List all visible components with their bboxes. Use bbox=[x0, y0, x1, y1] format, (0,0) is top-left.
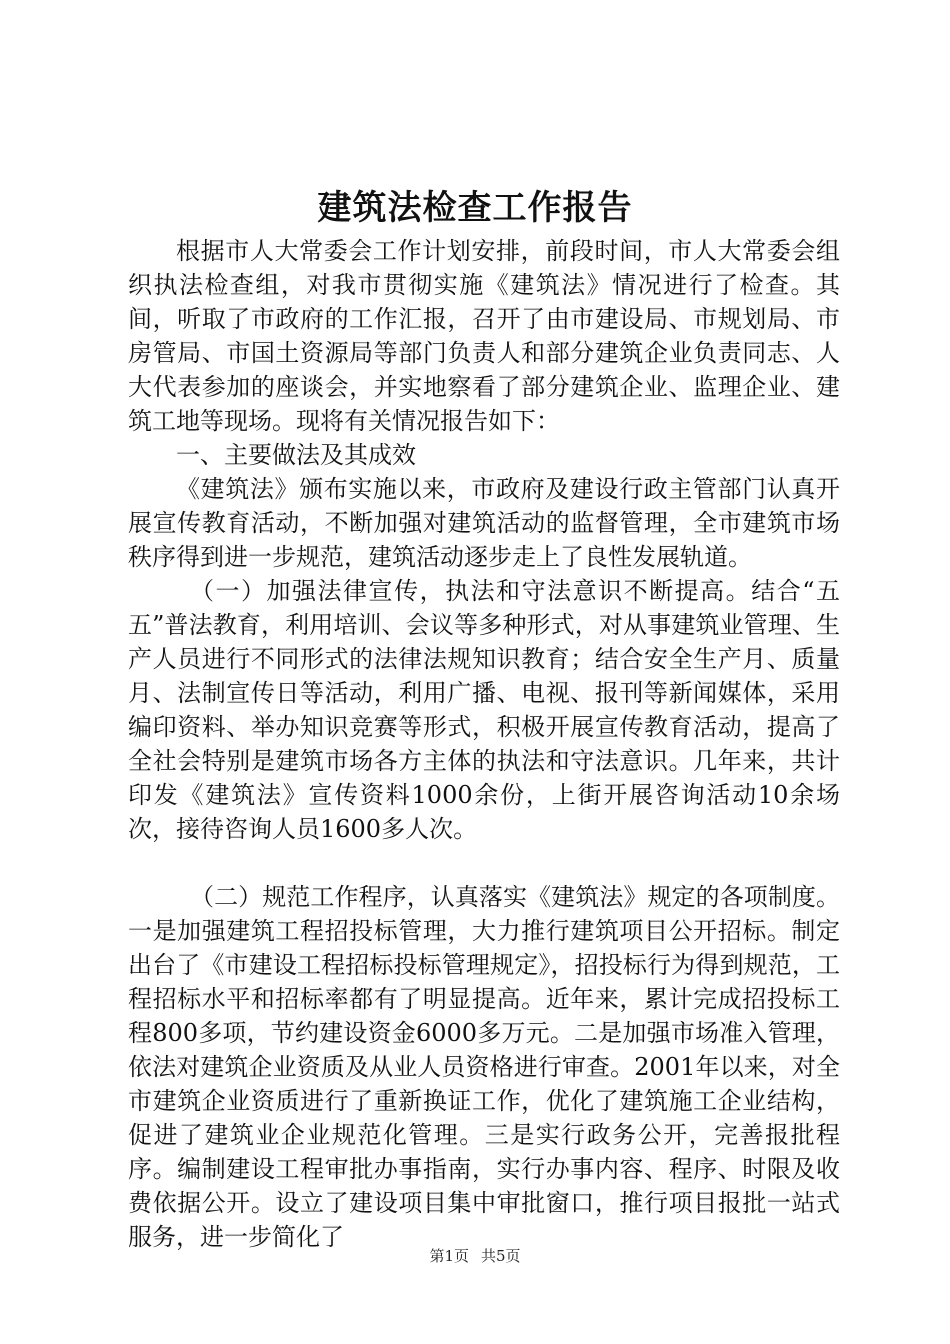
page-number: 第1页 bbox=[429, 1247, 469, 1265]
intro-paragraph: 根据市人大常委会工作计划安排，前段时间，市人大常委会组织执法检查组，对我市贯彻实施《建筑法》情况进行了检查。其间，听取了市政府的工作汇报，召开了由市建设局、市规划局、市房管局、市国土资源局等部门负责人和部分建筑企业负责同志、人大代表参加的座谈会，并实地察看了部分建筑企业、监理企业、建筑工地等现场。现将有关情况报告如下： bbox=[128, 237, 840, 435]
document-title: 建筑法检查工作报告 bbox=[317, 188, 633, 228]
subsection-2-paragraph: （二）规范工作程序，认真落实《建筑法》规定的各项制度。一是加强建筑工程招投标管理，大力推行建筑项目公开招标。制定出台了《市建设工程招标投标管理规定》，招投标行为得到规范，工程招标水平和招标率都有了明显提高。近年来，累计完成招投标工程800多项，节约建设资金6000多万元。二是加强市场准入管理，依法对建筑企业资质及从业人员资格进行审查。2001年以来，对全市建筑企业资质进行了重新换证工作，优化了建筑施工企业结构，促进了建筑业企业规范化管理。三是实行政务公开，完善报批程序。编制建设工程审批办事指南，实行办事内容、程序、时限及收费依据公开。设立了建设项目集中审批窗口，推行项目报批一站式服务，进一步简化了 bbox=[128, 883, 840, 1251]
section-heading: 一、主要做法及其成效 bbox=[176, 441, 416, 469]
page-footer bbox=[0, 1246, 950, 1266]
page-total: 共5页 bbox=[481, 1247, 521, 1265]
document-body bbox=[128, 234, 840, 1254]
subsection-1-paragraph: （一）加强法律宣传，执法和守法意识不断提高。结合“五五”普法教育，利用培训、会议等多种形式，对从事建筑业管理、生产人员进行不同形式的法律法规知识教育；结合安全生产月、质量月、法制宣传日等活动，利用广播、电视、报刊等新闻媒体，采用编印资料、举办知识竞赛等形式，积极开展宣传教育活动，提高了全社会特别是建筑市场各方主体的执法和守法意识。几年来，共计印发《建筑法》宣传资料1000余份，上街开展咨询活动10余场次，接待咨询人员1600多人次。 bbox=[128, 577, 840, 843]
overview-paragraph: 《建筑法》颁布实施以来，市政府及建设行政主管部门认真开展宣传教育活动，不断加强对建筑活动的监督管理，全市建筑市场秩序得到进一步规范，建筑活动逐步走上了良性发展轨道。 bbox=[128, 475, 840, 571]
